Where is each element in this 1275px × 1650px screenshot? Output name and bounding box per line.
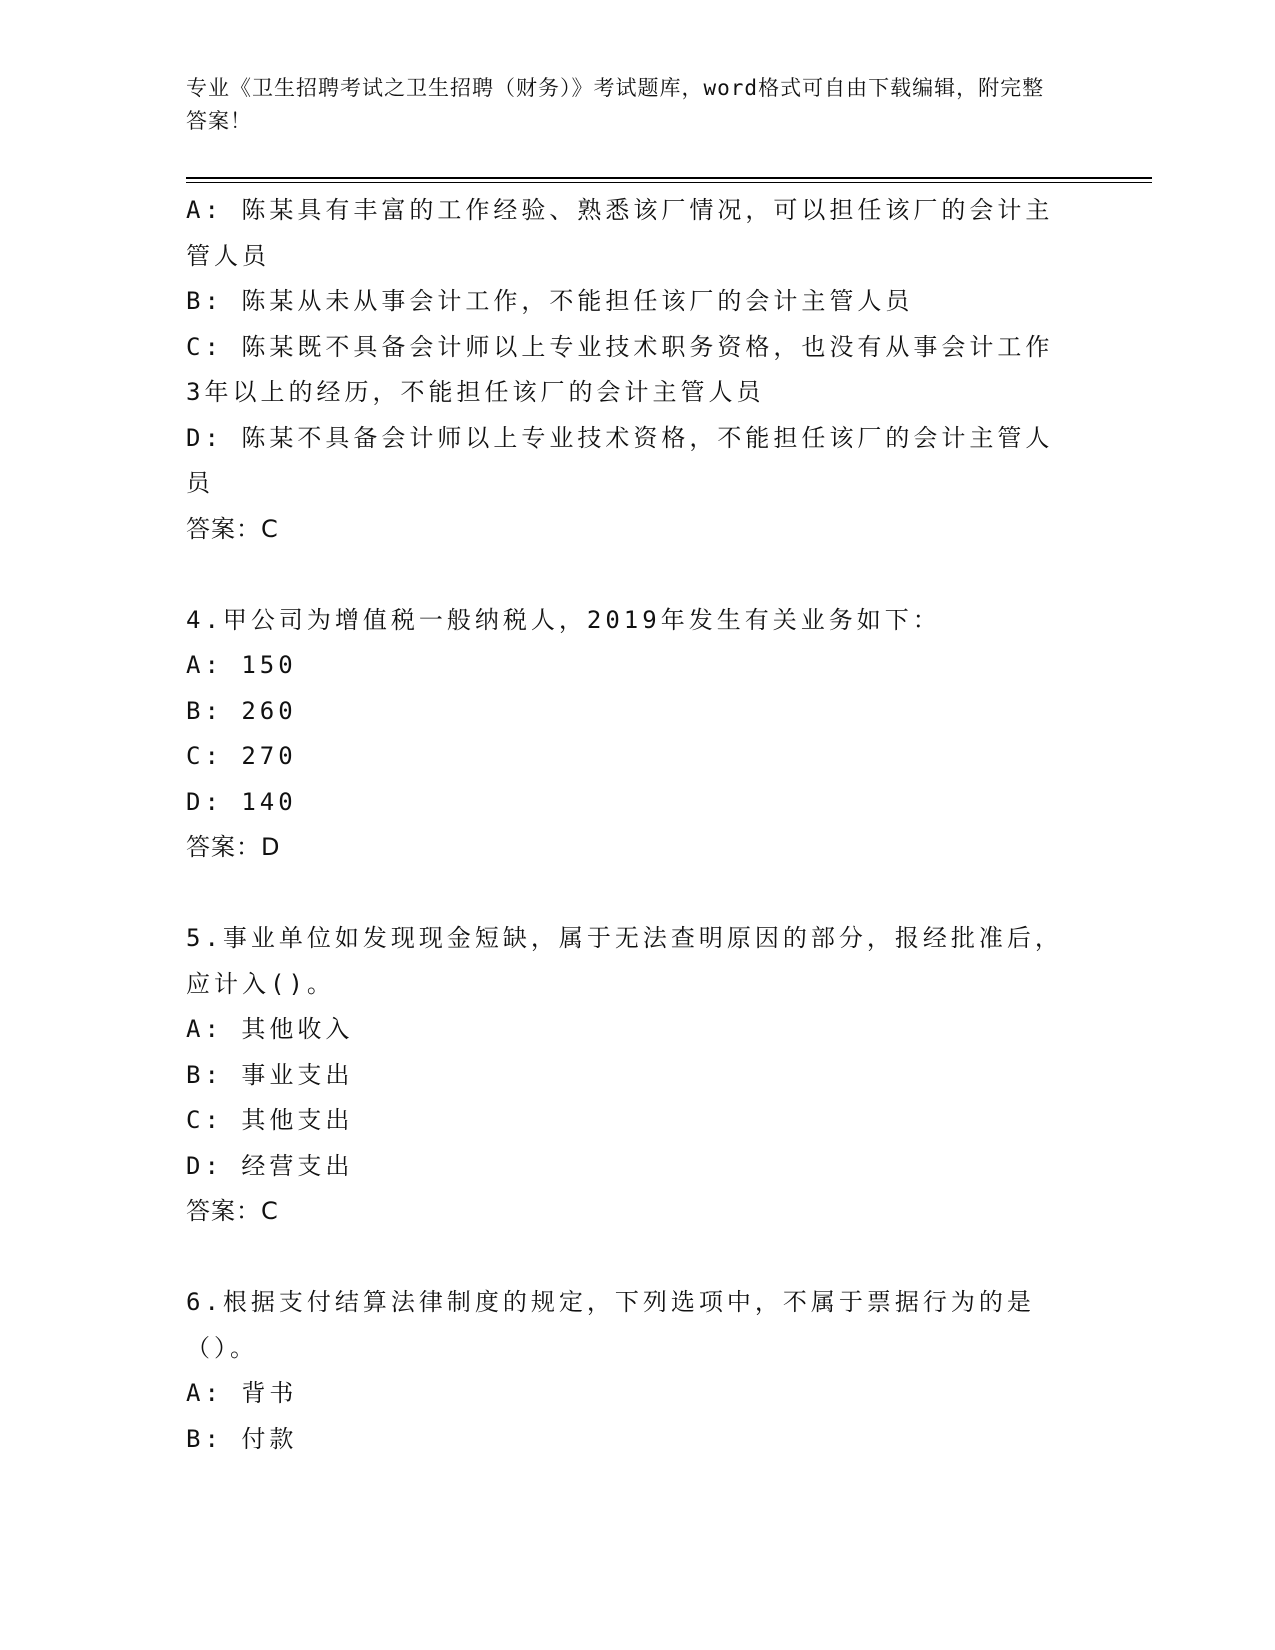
option-label: B: [186, 1424, 205, 1453]
option-d: D: 经营支出: [186, 1151, 354, 1180]
option-text: 260: [241, 696, 297, 725]
option-text: 270: [241, 742, 297, 770]
option-label: C: [186, 742, 205, 770]
option-b: B: 事业支出: [186, 1060, 354, 1089]
header-divider-thick: [186, 177, 1152, 179]
question-6: [186, 1280, 1066, 1462]
option-label: D: [186, 787, 205, 816]
document-header: [186, 72, 1066, 138]
answer-line: 答案：D: [186, 833, 281, 861]
option-label: D: [186, 423, 205, 452]
option-b: B: 付款: [186, 1424, 298, 1453]
option-c: C: 其他支出: [186, 1106, 354, 1134]
option-text: 陈某既不具备会计师以上专业技术职务资格，也没有从事会计工作3年以上的经历，不能担任该厂的会计主管人员: [186, 332, 1054, 406]
option-text: 背书: [241, 1379, 298, 1407]
option-b: B: 260: [186, 696, 297, 725]
option-label: D: [186, 1151, 205, 1180]
option-d: D: 陈某不具备会计师以上专业技术资格，不能担任该厂的会计主管人员: [186, 423, 1054, 497]
question-stem: 4.甲公司为增值税一般纳税人，2019年发生有关业务如下：: [186, 605, 941, 634]
option-label: A: [186, 651, 205, 679]
option-a: A: 150: [186, 651, 297, 679]
option-label: A: [186, 1015, 205, 1043]
option-a: A: 陈某具有丰富的工作经验、熟悉该厂情况，可以担任该厂的会计主管人员: [186, 196, 1054, 270]
option-label: B: [186, 696, 205, 725]
option-text: 陈某从未从事会计工作，不能担任该厂的会计主管人员: [241, 287, 914, 315]
option-d: D: 140: [186, 787, 297, 816]
option-label: C: [186, 1106, 205, 1134]
option-c: C: 270: [186, 742, 297, 770]
question-4: [186, 598, 1066, 871]
option-text: 150: [241, 651, 297, 679]
option-label: C: [186, 332, 205, 361]
option-label: B: [186, 287, 205, 315]
option-a: A: 背书: [186, 1379, 298, 1407]
option-label: B: [186, 1060, 205, 1089]
question-stem: 6.根据支付结算法律制度的规定，下列选项中，不属于票据行为的是（）。: [186, 1288, 1035, 1362]
option-text: 经营支出: [241, 1151, 354, 1180]
option-b: B: 陈某从未从事会计工作，不能担任该厂的会计主管人员: [186, 287, 914, 315]
question-3: [186, 188, 1066, 552]
question-content: [186, 188, 1066, 1462]
option-text: 陈某具有丰富的工作经验、熟悉该厂情况，可以担任该厂的会计主管人员: [186, 196, 1054, 270]
header-text: 专业《卫生招聘考试之卫生招聘（财务）》考试题库，word格式可自由下载编辑，附完整答案！: [186, 76, 1045, 133]
question-5: [186, 916, 1066, 1235]
option-text: 付款: [241, 1424, 298, 1453]
answer-line: 答案：C: [186, 514, 279, 543]
question-stem: 5.事业单位如发现现金短缺，属于无法查明原因的部分，报经批准后，应计入()。: [186, 924, 1063, 998]
option-c: C: 陈某既不具备会计师以上专业技术职务资格，也没有从事会计工作3年以上的经历，不能担任该厂的会计主管人员: [186, 332, 1054, 406]
option-text: 事业支出: [241, 1060, 354, 1089]
option-text: 其他收入: [241, 1015, 354, 1043]
option-text: 其他支出: [241, 1106, 354, 1134]
header-divider-thin: [186, 182, 1152, 183]
option-label: A: [186, 196, 205, 224]
option-a: A: 其他收入: [186, 1015, 354, 1043]
answer-line: 答案：C: [186, 1197, 279, 1225]
option-text: 陈某不具备会计师以上专业技术资格，不能担任该厂的会计主管人员: [186, 423, 1054, 497]
option-text: 140: [241, 787, 297, 816]
option-label: A: [186, 1379, 205, 1407]
